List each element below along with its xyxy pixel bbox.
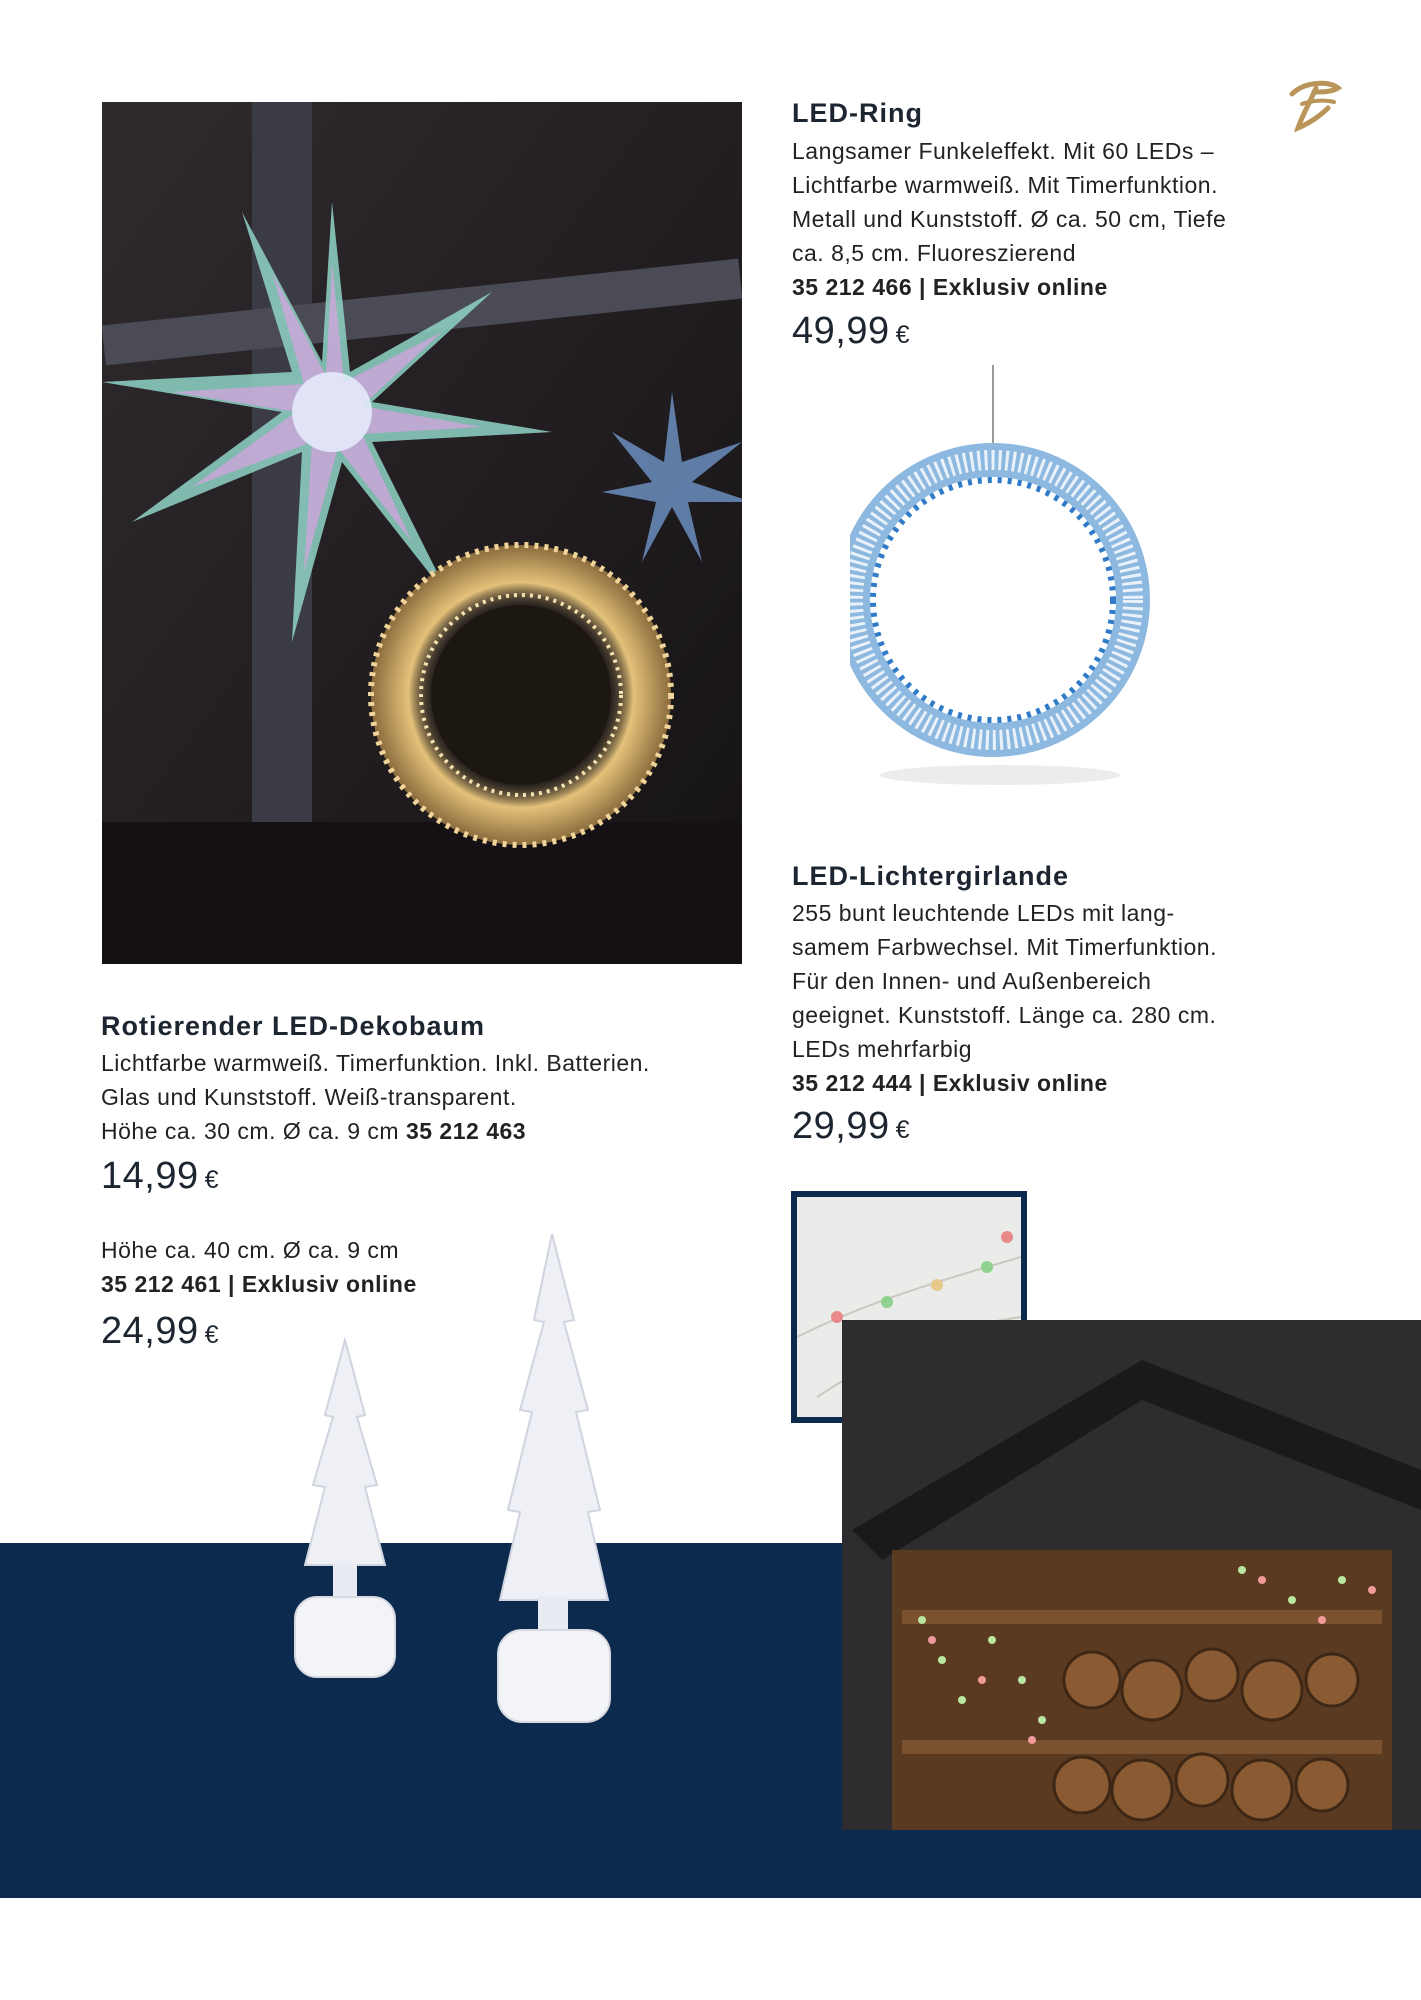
small-tree-image [285, 1335, 405, 1705]
tree-desc-line: Lichtfarbe warmweiß. Timerfunktion. Inkl. Batterien. [101, 1050, 650, 1076]
tree-size-small-line [101, 1114, 721, 1148]
garland-desc-line: Für den Innen- und Außenbereich [792, 968, 1152, 994]
led-ring-price [792, 310, 910, 353]
tree-desc-line: Glas und Kunststoff. Weiß-transparent. [101, 1084, 517, 1110]
tree-sku-large: 35 212 461 | Exklusiv online [101, 1271, 417, 1297]
led-ring-desc-line: Lichtfarbe warmweiß. Mit Timerfunktion. [792, 172, 1218, 198]
star-and-ring-photo [102, 102, 742, 964]
tree-size-small: Höhe ca. 30 cm. Ø ca. 9 cm [101, 1118, 400, 1144]
tree-price-small-value: 14,99 [101, 1155, 199, 1197]
currency-symbol: € [204, 1166, 219, 1194]
garland-price [792, 1105, 910, 1148]
garland-desc-line: LEDs mehrfarbig [792, 1036, 973, 1062]
tree-price-small [101, 1155, 219, 1198]
led-ring-title: LED-Ring [792, 98, 923, 128]
led-ring-product-image [850, 365, 1170, 795]
currency-symbol: € [895, 1116, 910, 1144]
tree-size-large: Höhe ca. 40 cm. Ø ca. 9 cm [101, 1237, 400, 1263]
currency-symbol: € [895, 321, 910, 349]
large-tree-image [490, 1230, 620, 1730]
tree-sku-small: 35 212 463 [405, 1118, 527, 1144]
led-ring-description [792, 134, 1312, 304]
tree-price-large-value: 24,99 [101, 1310, 199, 1352]
garland-sku: 35 212 444 | Exklusiv online [792, 1070, 1108, 1096]
led-ring-desc-line: Metall und Kunststoff. Ø ca. 50 cm, Tiefe [792, 206, 1227, 232]
currency-symbol: € [204, 1321, 219, 1349]
tree-title: Rotierender LED-Dekobaum [101, 1011, 486, 1041]
tree-price-large [101, 1310, 219, 1353]
led-ring-price-value: 49,99 [792, 310, 890, 352]
woodshed-photo [842, 1320, 1421, 1830]
garland-description [792, 896, 1332, 1100]
garland-title: LED-Lichtergirlande [792, 861, 1070, 891]
garland-desc-line: samem Farbwechsel. Mit Timerfunktion. [792, 934, 1217, 960]
tchibo-logo-icon [1282, 72, 1346, 136]
garland-desc-line: 255 bunt leuchtende LEDs mit lang- [792, 900, 1175, 926]
garland-price-value: 29,99 [792, 1105, 890, 1147]
led-ring-sku: 35 212 466 | Exklusiv online [792, 274, 1108, 300]
led-ring-desc-line: ca. 8,5 cm. Fluoreszierend [792, 240, 1077, 266]
led-ring-desc-line: Langsamer Funkeleffekt. Mit 60 LEDs – [792, 138, 1215, 164]
garland-desc-line: geeignet. Kunststoff. Länge ca. 280 cm. [792, 1002, 1217, 1028]
tree-description [101, 1046, 721, 1148]
